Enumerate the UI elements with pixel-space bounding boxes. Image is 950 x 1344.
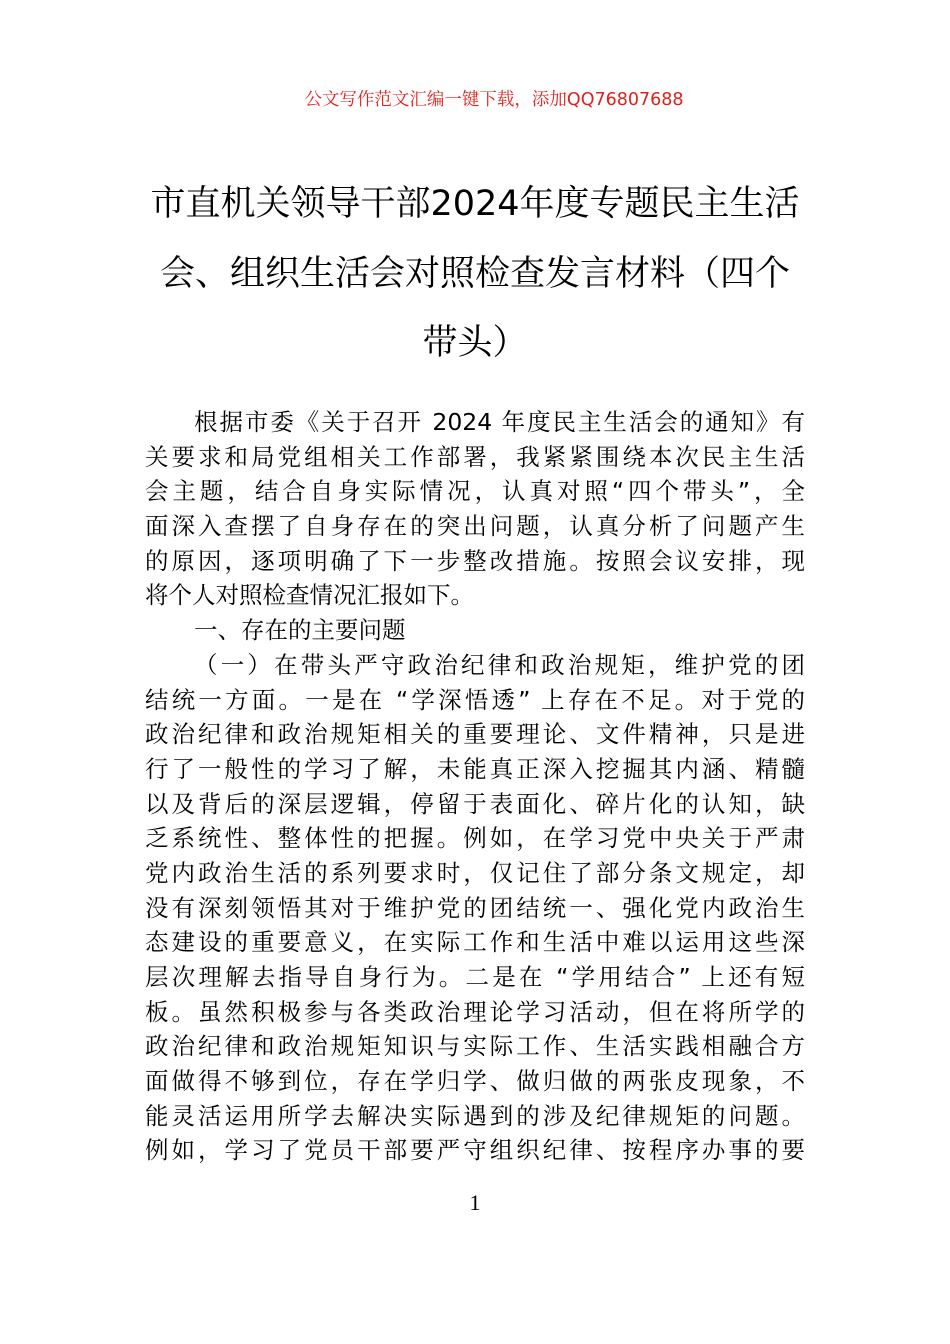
body-text-line: 层次理解去指导自身行为。二是在 “学用结合” 上还有短	[145, 963, 805, 991]
body-text-line: 政治纪律和政治规矩知识与实际工作、生活实践相融合方	[145, 1032, 805, 1061]
body-text-line: 会主题，结合自身实际情况，认真对照“四个带头”，全	[145, 477, 805, 506]
body-text-line: 根据市委《关于召开 2024 年度民主生活会的通知》有	[194, 408, 805, 436]
download-banner: 公文写作范文汇编一键下载，添加QQ76807688	[304, 90, 684, 110]
title-line: 带头）	[422, 323, 528, 363]
body-text-line: 党内政治生活的系列要求时，仅记住了部分条文规定，却	[145, 858, 805, 887]
body-text-line: 的原因，逐项明确了下一步整改措施。按照会议安排，现	[145, 546, 805, 575]
body-text-line: 没有深刻领悟其对于维护党的团结统一、强化党内政治生	[145, 893, 805, 922]
body-text-line: 结统一方面。一是在 “学深悟透” 上存在不足。对于党的	[145, 685, 805, 714]
body-text-line: 政治纪律和政治规矩相关的重要理论、文件精神，只是进	[145, 720, 805, 749]
body-text-line: （一）在带头严守政治纪律和政治规矩，维护党的团	[194, 650, 805, 679]
title-line: 市直机关领导干部2024年度专题民主生活	[150, 184, 800, 224]
document-title	[140, 170, 810, 379]
title-line: 会、组织生活会对照检查发言材料（四个	[159, 253, 790, 294]
document-body	[145, 405, 805, 1168]
body-text-line: 将个人对照检查情况汇报如下。	[145, 581, 474, 610]
body-text-line: 态建设的重要意义，在实际工作和生活中难以运用这些深	[145, 928, 805, 957]
body-text-line: 行了一般性的学习了解，未能真正深入挖掘其内涵、精髓	[145, 754, 805, 783]
body-text-line: 板。虽然积极参与各类政治理论学习活动，但在将所学的	[145, 997, 805, 1026]
body-text-line: 关要求和局党组相关工作部署，我紧紧围绕本次民主生活	[145, 442, 805, 471]
body-text-line: 能灵活运用所学去解决实际遇到的涉及纪律规矩的问题。	[145, 1101, 805, 1130]
body-text-line: 例如，学习了党员干部要严守组织纪律、按程序办事的要	[145, 1136, 805, 1165]
page-number: 1	[469, 1190, 481, 1215]
body-text-line: 乏系统性、整体性的把握。例如，在学习党中央关于严肃	[145, 824, 805, 853]
body-text-line: 以及背后的深层逻辑，停留于表面化、碎片化的认知，缺	[145, 789, 805, 818]
body-text-line: 面做得不够到位，存在学归学、做归做的两张皮现象，不	[145, 1067, 805, 1096]
body-text-line: 面深入查摆了自身存在的突出问题，认真分析了问题产生	[145, 512, 805, 541]
body-text-line: 一、存在的主要问题	[194, 616, 406, 645]
